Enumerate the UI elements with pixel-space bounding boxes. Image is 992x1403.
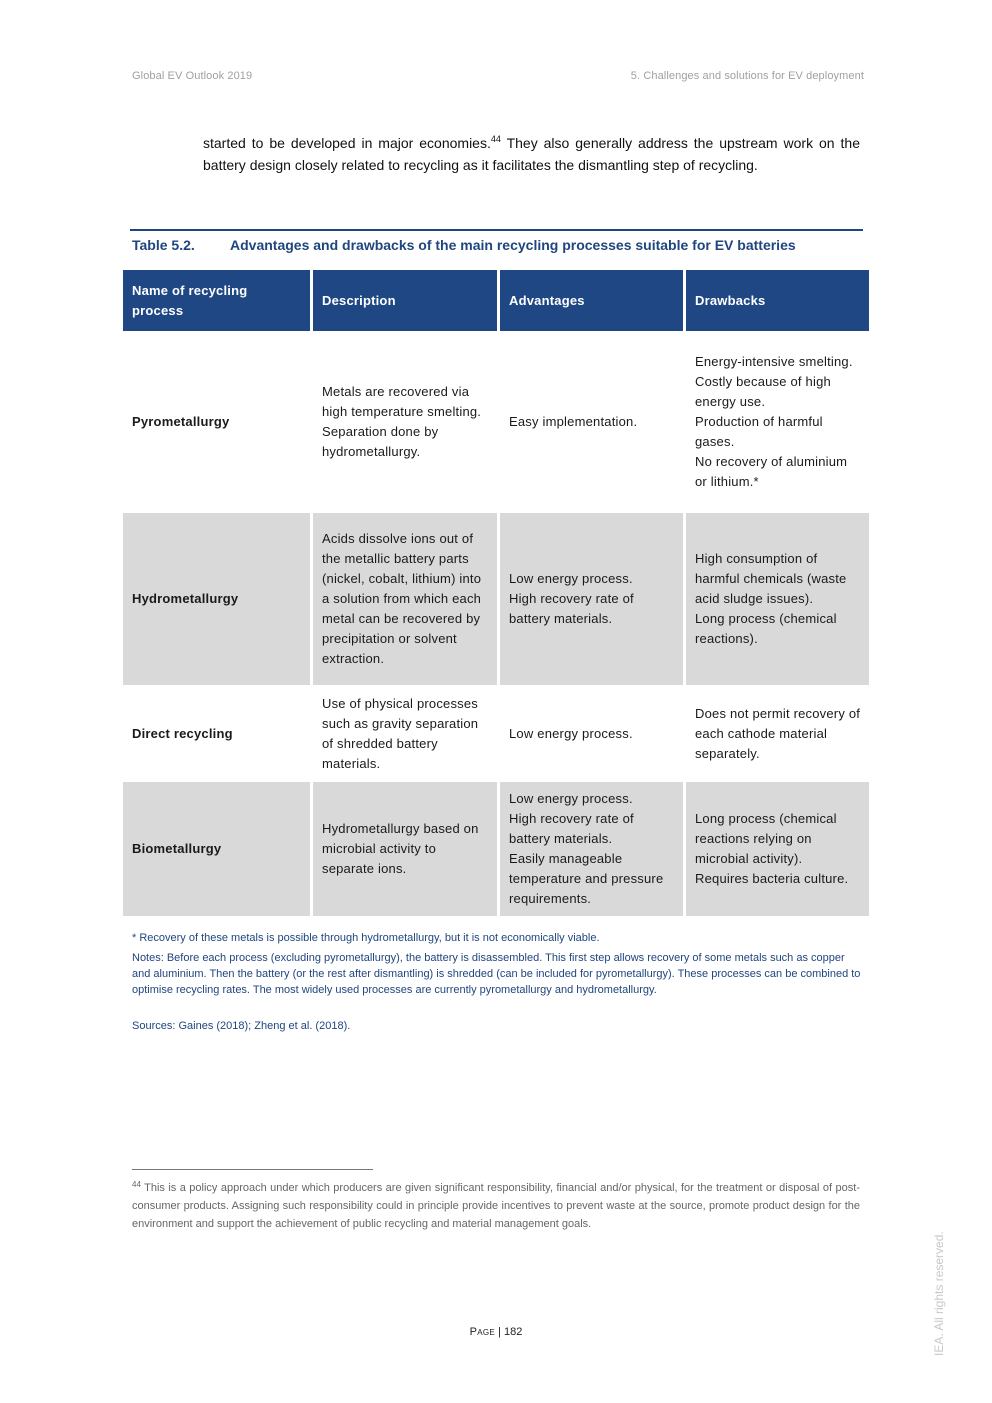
table-header-row: [123, 270, 869, 331]
header-drawbacks: Drawbacks: [683, 270, 869, 331]
drawback-item: High consumption of harmful chemicals (waste acid sludge issues).: [695, 551, 847, 606]
recycling-processes-table: [123, 270, 869, 916]
table-title: Advantages and drawbacks of the main recycling processes suitable for EV batteries: [230, 237, 796, 253]
table-row: [123, 331, 869, 513]
process-description: Acids dissolve ions out of the metallic battery parts (nickel, cobalt, lithium) into a solution from which each metal can be recovered by precipitation or solvent extraction.: [310, 513, 497, 685]
advantage-item: Easily manageable temperature and pressure requirements.: [509, 851, 664, 906]
intro-text-end: They also generally address the upstream work on the battery design closely related to recycling as it facilitates the dismantling step of recycling.: [203, 135, 861, 173]
advantage-item: Low energy process.: [509, 571, 633, 586]
advantage-item: Low energy process.: [509, 725, 633, 741]
drawback-item: Does not permit recovery of each cathode material separately.: [695, 705, 861, 761]
process-advantages: [497, 685, 683, 782]
page-separator: |: [495, 1326, 505, 1338]
drawback-item: Long process (chemical reactions).: [695, 611, 837, 646]
process-drawbacks: [683, 685, 869, 782]
table-row: [123, 513, 869, 685]
footnote-marker: 44: [132, 1180, 141, 1189]
intro-text-start: started to be developed in major economies.: [203, 135, 491, 151]
process-name: Direct recycling: [123, 685, 310, 782]
drawback-item: No recovery of aluminium or lithium.*: [695, 454, 848, 489]
running-header-chapter: 5. Challenges and solutions for EV deployment: [630, 70, 864, 82]
drawback-item: Long process (chemical reactions relying on microbial activity).: [695, 811, 837, 866]
rights-watermark: IEA. All rights reserved.: [932, 1231, 946, 1356]
running-header-title: Global EV Outlook 2019: [132, 70, 253, 82]
process-advantages: [497, 513, 683, 685]
intro-paragraph: [203, 132, 860, 176]
process-name: Biometallurgy: [123, 782, 310, 916]
table-row: [123, 782, 869, 916]
process-description: Use of physical processes such as gravity separation of shredded battery materials.: [310, 685, 497, 782]
drawback-item: Energy-intensive smelting.: [695, 354, 853, 369]
table-row: [123, 685, 869, 782]
table-caption-rule: [130, 229, 863, 231]
header-advantages: Advantages: [497, 270, 683, 331]
table-note-asterisk: * Recovery of these metals is possible through hydrometallurgy, but it is not economically viable.: [132, 932, 600, 944]
drawback-item: Production of harmful gases.: [695, 414, 823, 449]
header-description: Description: [310, 270, 497, 331]
process-name: Pyrometallurgy: [123, 331, 310, 513]
process-description: Metals are recovered via high temperature smelting. Separation done by hydrometallurgy.: [310, 331, 497, 513]
drawback-item: Requires bacteria culture.: [695, 871, 849, 886]
advantage-item: Easy implementation.: [509, 414, 638, 429]
footnote: [132, 1179, 860, 1233]
table-notes: Notes: Before each process (excluding pyrometallurgy), the battery is disassembled. This first step allows recovery of some metals such as copper and aluminium. Then the battery (or the rest after dismantling) is shredded (can be included for pyrometallurgy). These processes can be combined to optimise recycling rates. The most widely used processes are currently pyrometallurgy and hydrometallurgy.: [132, 952, 861, 996]
process-drawbacks: [683, 782, 869, 916]
page-number: [0, 1326, 992, 1338]
table-sources: Sources: Gaines (2018); Zheng et al. (2018).: [132, 1020, 351, 1032]
footnote-reference[interactable]: 44: [490, 134, 501, 144]
table-number: Table 5.2.: [132, 237, 195, 253]
advantage-item: Low energy process.: [509, 791, 633, 806]
advantage-item: High recovery rate of battery materials.: [509, 591, 634, 626]
footnote-text: This is a policy approach under which producers are given significant responsibility, financial and/or physical, for the treatment or disposal of post-consumer products. Assigning such responsibility could in principle provide incentives to prevent waste at the source, promote product design for the environment and support the achievement of public recycling and material management goals.: [132, 1182, 860, 1230]
drawback-item: Costly because of high energy use.: [695, 374, 831, 409]
advantage-item: High recovery rate of battery materials.: [509, 811, 634, 846]
table-caption: [132, 237, 796, 253]
page-number-value: 182: [504, 1326, 523, 1338]
process-advantages: [497, 331, 683, 513]
process-name: Hydrometallurgy: [123, 513, 310, 685]
page-label: Page: [469, 1326, 496, 1338]
process-drawbacks: [683, 513, 869, 685]
process-advantages: [497, 782, 683, 916]
header-name: Name of recycling process: [123, 270, 310, 331]
process-description: Hydrometallurgy based on microbial activity to separate ions.: [310, 782, 497, 916]
footnote-separator: [132, 1169, 373, 1170]
process-drawbacks: [683, 331, 869, 513]
